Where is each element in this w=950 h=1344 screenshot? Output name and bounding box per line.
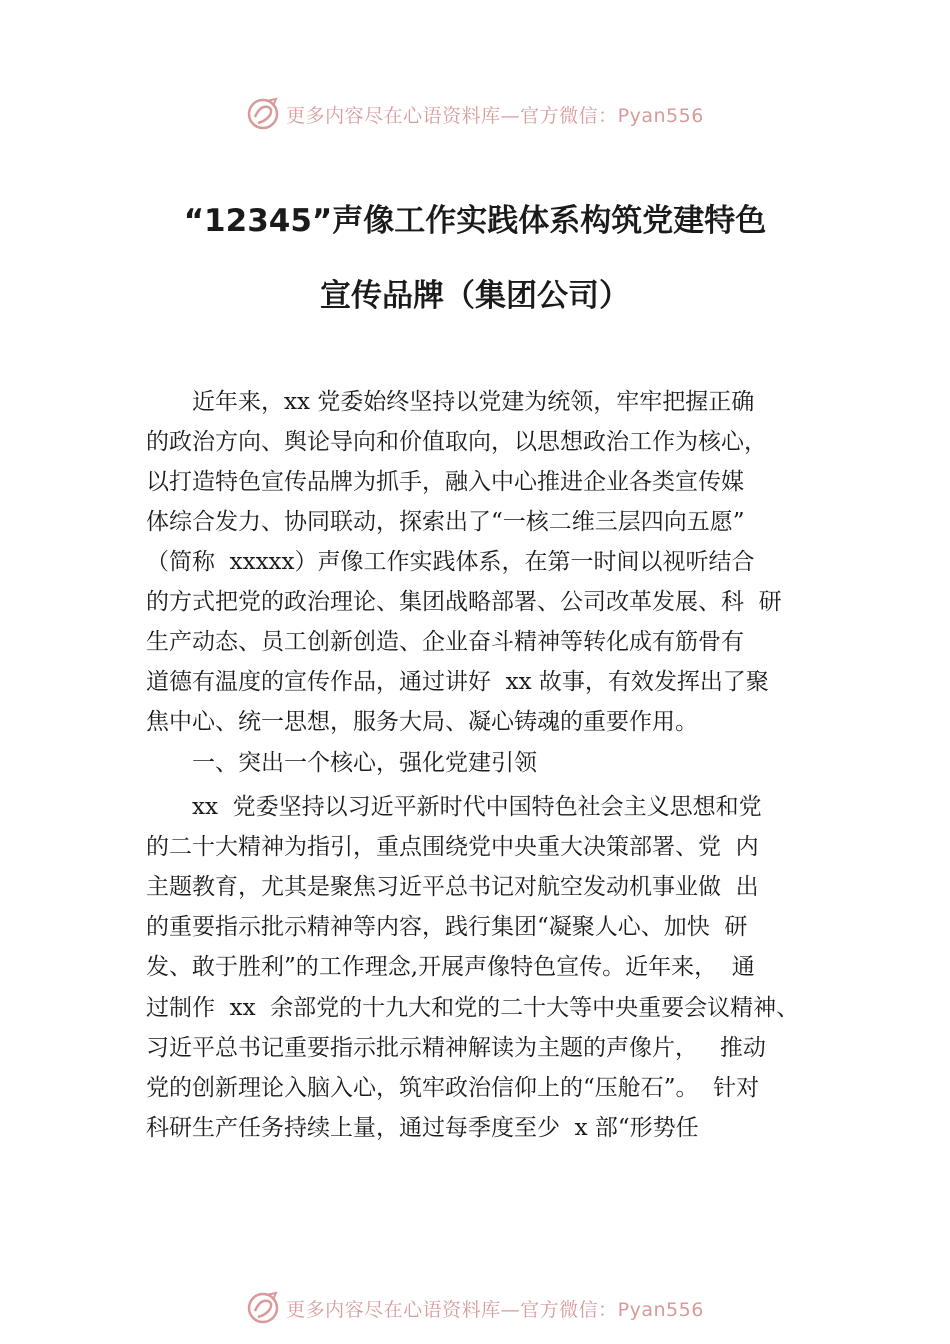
body-line: 过制作 xx 余部党的十九大和党的二十大等中央重要会议精神、 (146, 995, 800, 1021)
body-line: 道德有温度的宣传作品，通过讲好 xx 故事，有效发挥出了聚 (146, 669, 769, 695)
body-line: 主题教育，尤其是聚焦习近平总书记对航空发动机事业做 出 (146, 874, 759, 900)
body-line: 的政治方向、舆论导向和价值取向，以思想政治工作为核心， (146, 429, 767, 455)
watermark-footer (0, 1288, 950, 1328)
body-line: 党的创新理论入脑入心，筑牢政治信仰上的“压舱石”。 针对 (146, 1075, 760, 1101)
watermark-header (0, 94, 950, 134)
body-line: 科研生产任务持续上量，通过每季度至少 x 部“形势任 (146, 1115, 699, 1141)
body-line: 发、敢于胜利”的工作理念,开展声像特色宣传。近年来， 通 (146, 954, 755, 980)
logo-icon (246, 97, 280, 131)
logo-icon (246, 1291, 280, 1325)
body-line: 体综合发力、协同联动，探索出了“一核二维三层四向五愿” (146, 509, 745, 535)
body-line: 以打造特色宣传品牌为抓手，融入中心推进企业各类宣传媒 (146, 469, 744, 495)
watermark-text: 更多内容尽在心语资料库—官方微信：Pyan556 (286, 1298, 704, 1321)
body-line: 的方式把党的政治理论、集团战略部署、公司改革发展、科 研 (146, 589, 782, 615)
body-line: （简称 xxxxx）声像工作实践体系，在第一时间以视听结合 (146, 549, 755, 575)
body-line: xx 党委坚持以习近平新时代中国特色社会主义思想和党 (146, 794, 762, 820)
body-line: 习近平总书记重要指示批示精神解读为主题的声像片， 推动 (146, 1035, 766, 1061)
body-line: 的重要指示批示精神等内容，践行集团“凝聚人心、加快 研 (146, 914, 748, 940)
watermark-text: 更多内容尽在心语资料库—官方微信：Pyan556 (286, 104, 704, 127)
body-line: 的二十大精神为指引，重点围绕党中央重大决策部署、党 内 (146, 834, 759, 860)
document-title-line-1: “12345”声像工作实践体系构筑党建特色 (183, 203, 767, 239)
document-title-line-2: 宣传品牌（集团公司） (320, 278, 630, 314)
body-line: 近年来，xx 党委始终坚持以党建为统领，牢牢把握正确 (146, 389, 755, 415)
section-heading: 一、突出一个核心，强化党建引领 (146, 750, 537, 776)
body-line: 焦中心、统一思想，服务大局、凝心铸魂的重要作用。 (146, 709, 698, 735)
body-line: 生产动态、员工创新创造、企业奋斗精神等转化成有筋骨有 (146, 629, 744, 655)
